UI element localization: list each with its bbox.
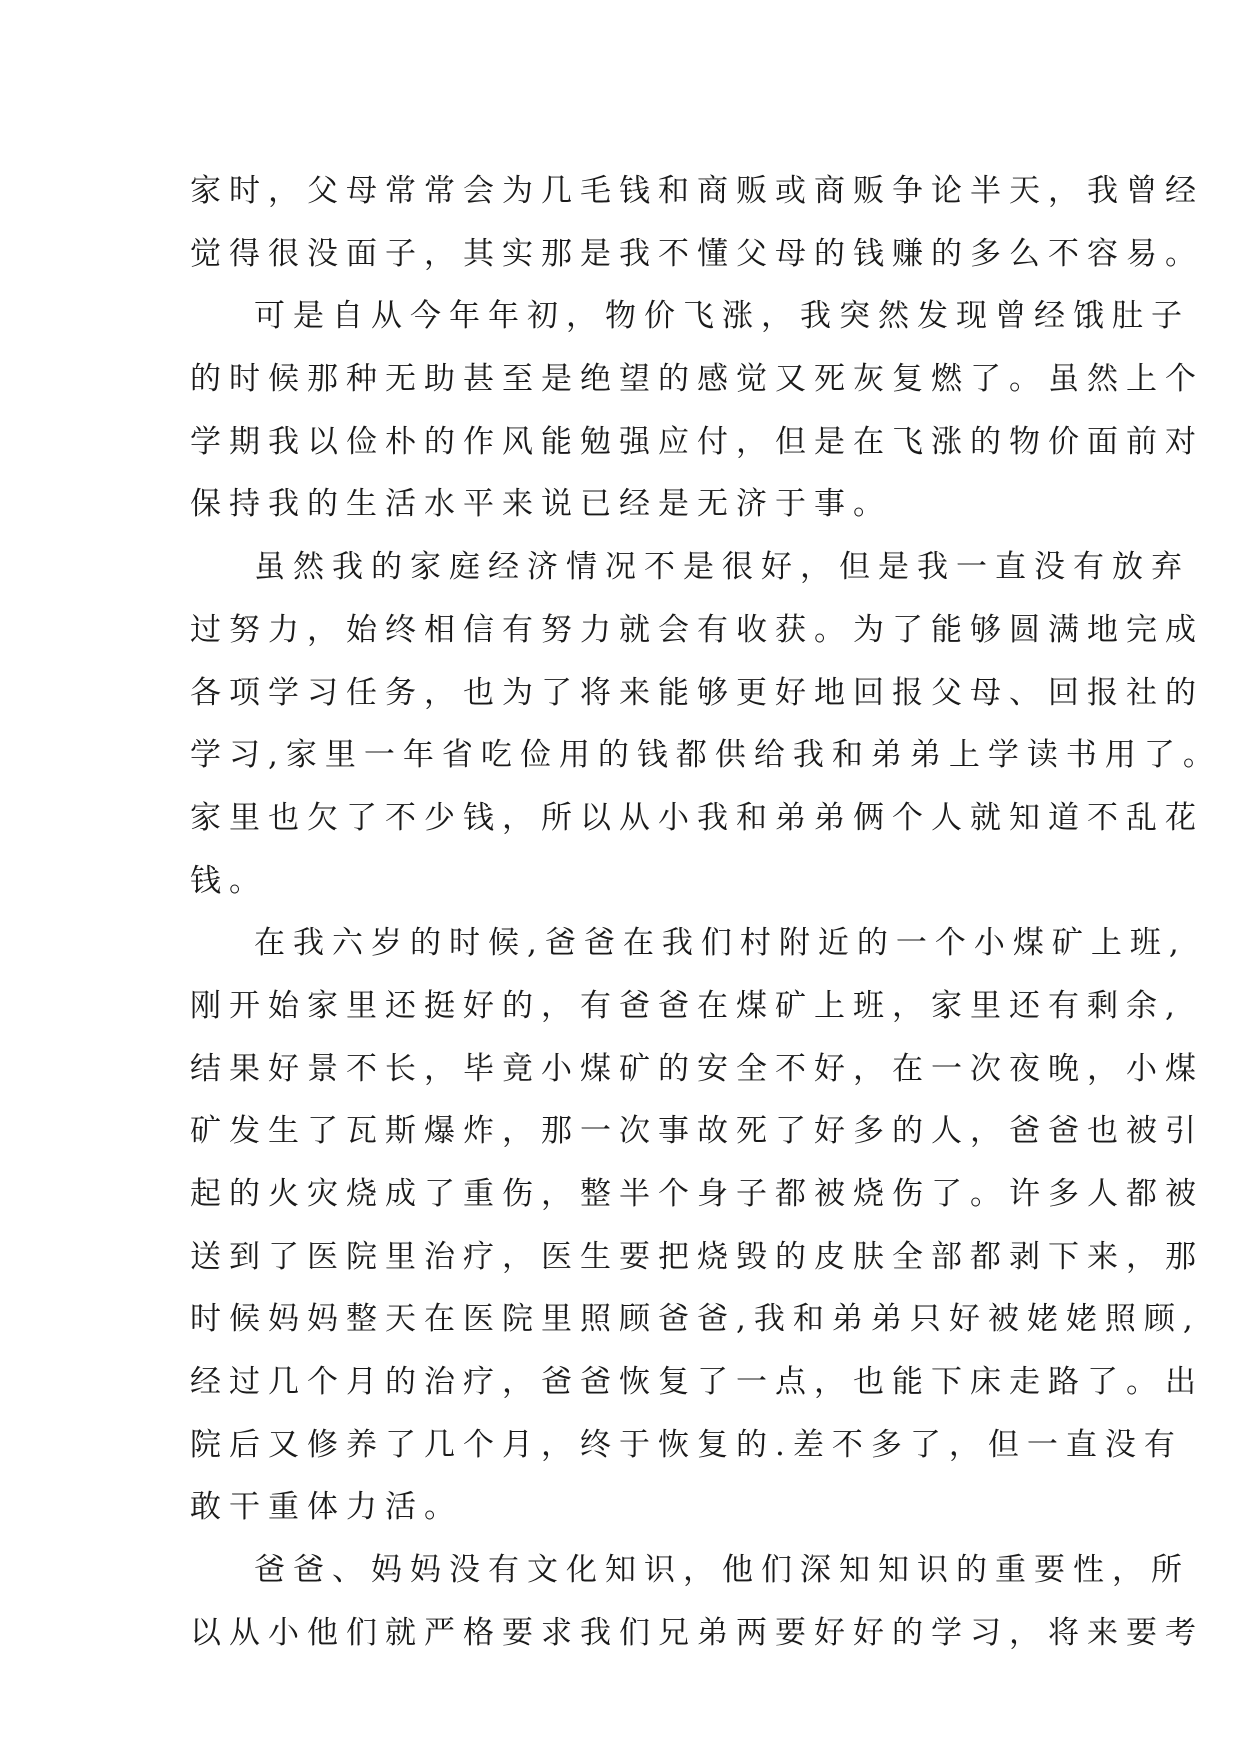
text-line: 敢干重体力活。 bbox=[190, 1489, 463, 1526]
text-line: 结果好景不长，毕竟小煤矿的安全不好，在一次夜晚，小煤 bbox=[190, 1050, 1204, 1087]
text-line: 觉得很没面子，其实那是我不懂父母的钱赚的多么不容易。 bbox=[190, 235, 1204, 272]
paragraph-start-line: 可是自从今年年初，物价飞涨，我突然发现曾经饿肚子 bbox=[254, 298, 1190, 335]
text-line: 院后又修养了几个月，终于恢复的.差不多了，但一直没有 bbox=[190, 1426, 1183, 1463]
text-line: 学期我以俭朴的作风能勉强应付，但是在飞涨的物价面前对 bbox=[190, 423, 1204, 460]
paragraph-start-line: 爸爸、妈妈没有文化知识，他们深知知识的重要性，所 bbox=[254, 1552, 1190, 1589]
text-line: 的时候那种无助甚至是绝望的感觉又死灰复燃了。虽然上个 bbox=[190, 361, 1204, 398]
text-line: 送到了医院里治疗，医生要把烧毁的皮肤全部都剥下来，那 bbox=[190, 1238, 1204, 1275]
text-line: 以从小他们就严格要求我们兄弟两要好好的学习，将来要考 bbox=[190, 1614, 1204, 1651]
text-line: 矿发生了瓦斯爆炸，那一次事故死了好多的人，爸爸也被引 bbox=[190, 1113, 1204, 1150]
text-line: 过努力，始终相信有努力就会有收获。为了能够圆满地完成 bbox=[190, 611, 1204, 648]
text-line: 家时，父母常常会为几毛钱和商贩或商贩争论半天，我曾经 bbox=[190, 173, 1204, 209]
text-line: 学习,家里一年省吃俭用的钱都供给我和弟弟上学读书用了。 bbox=[190, 737, 1222, 774]
text-line: 刚开始家里还挺好的，有爸爸在煤矿上班，家里还有剩余, bbox=[190, 987, 1183, 1024]
text-line: 起的火灾烧成了重伤，整半个身子都被烧伤了。许多人都被 bbox=[190, 1176, 1204, 1212]
paragraph-start-line: 在我六岁的时候,爸爸在我们村附近的一个小煤矿上班, bbox=[254, 925, 1187, 962]
paragraph-start-line: 虽然我的家庭经济情况不是很好，但是我一直没有放弃 bbox=[254, 549, 1190, 586]
text-line: 各项学习任务，也为了将来能够更好地回报父母、回报社的 bbox=[190, 674, 1204, 711]
text-line: 经过几个月的治疗，爸爸恢复了一点，也能下床走路了。出 bbox=[190, 1364, 1204, 1401]
text-line: 保持我的生活水平来说已经是无济于事。 bbox=[190, 486, 892, 523]
text-line: 钱。 bbox=[190, 862, 268, 899]
text-line: 家里也欠了不少钱，所以从小我和弟弟俩个人就知道不乱花 bbox=[190, 799, 1204, 836]
body-text bbox=[190, 160, 1222, 1665]
text-line: 时候妈妈整天在医院里照顾爸爸,我和弟弟只好被姥姥照顾, bbox=[190, 1301, 1201, 1338]
